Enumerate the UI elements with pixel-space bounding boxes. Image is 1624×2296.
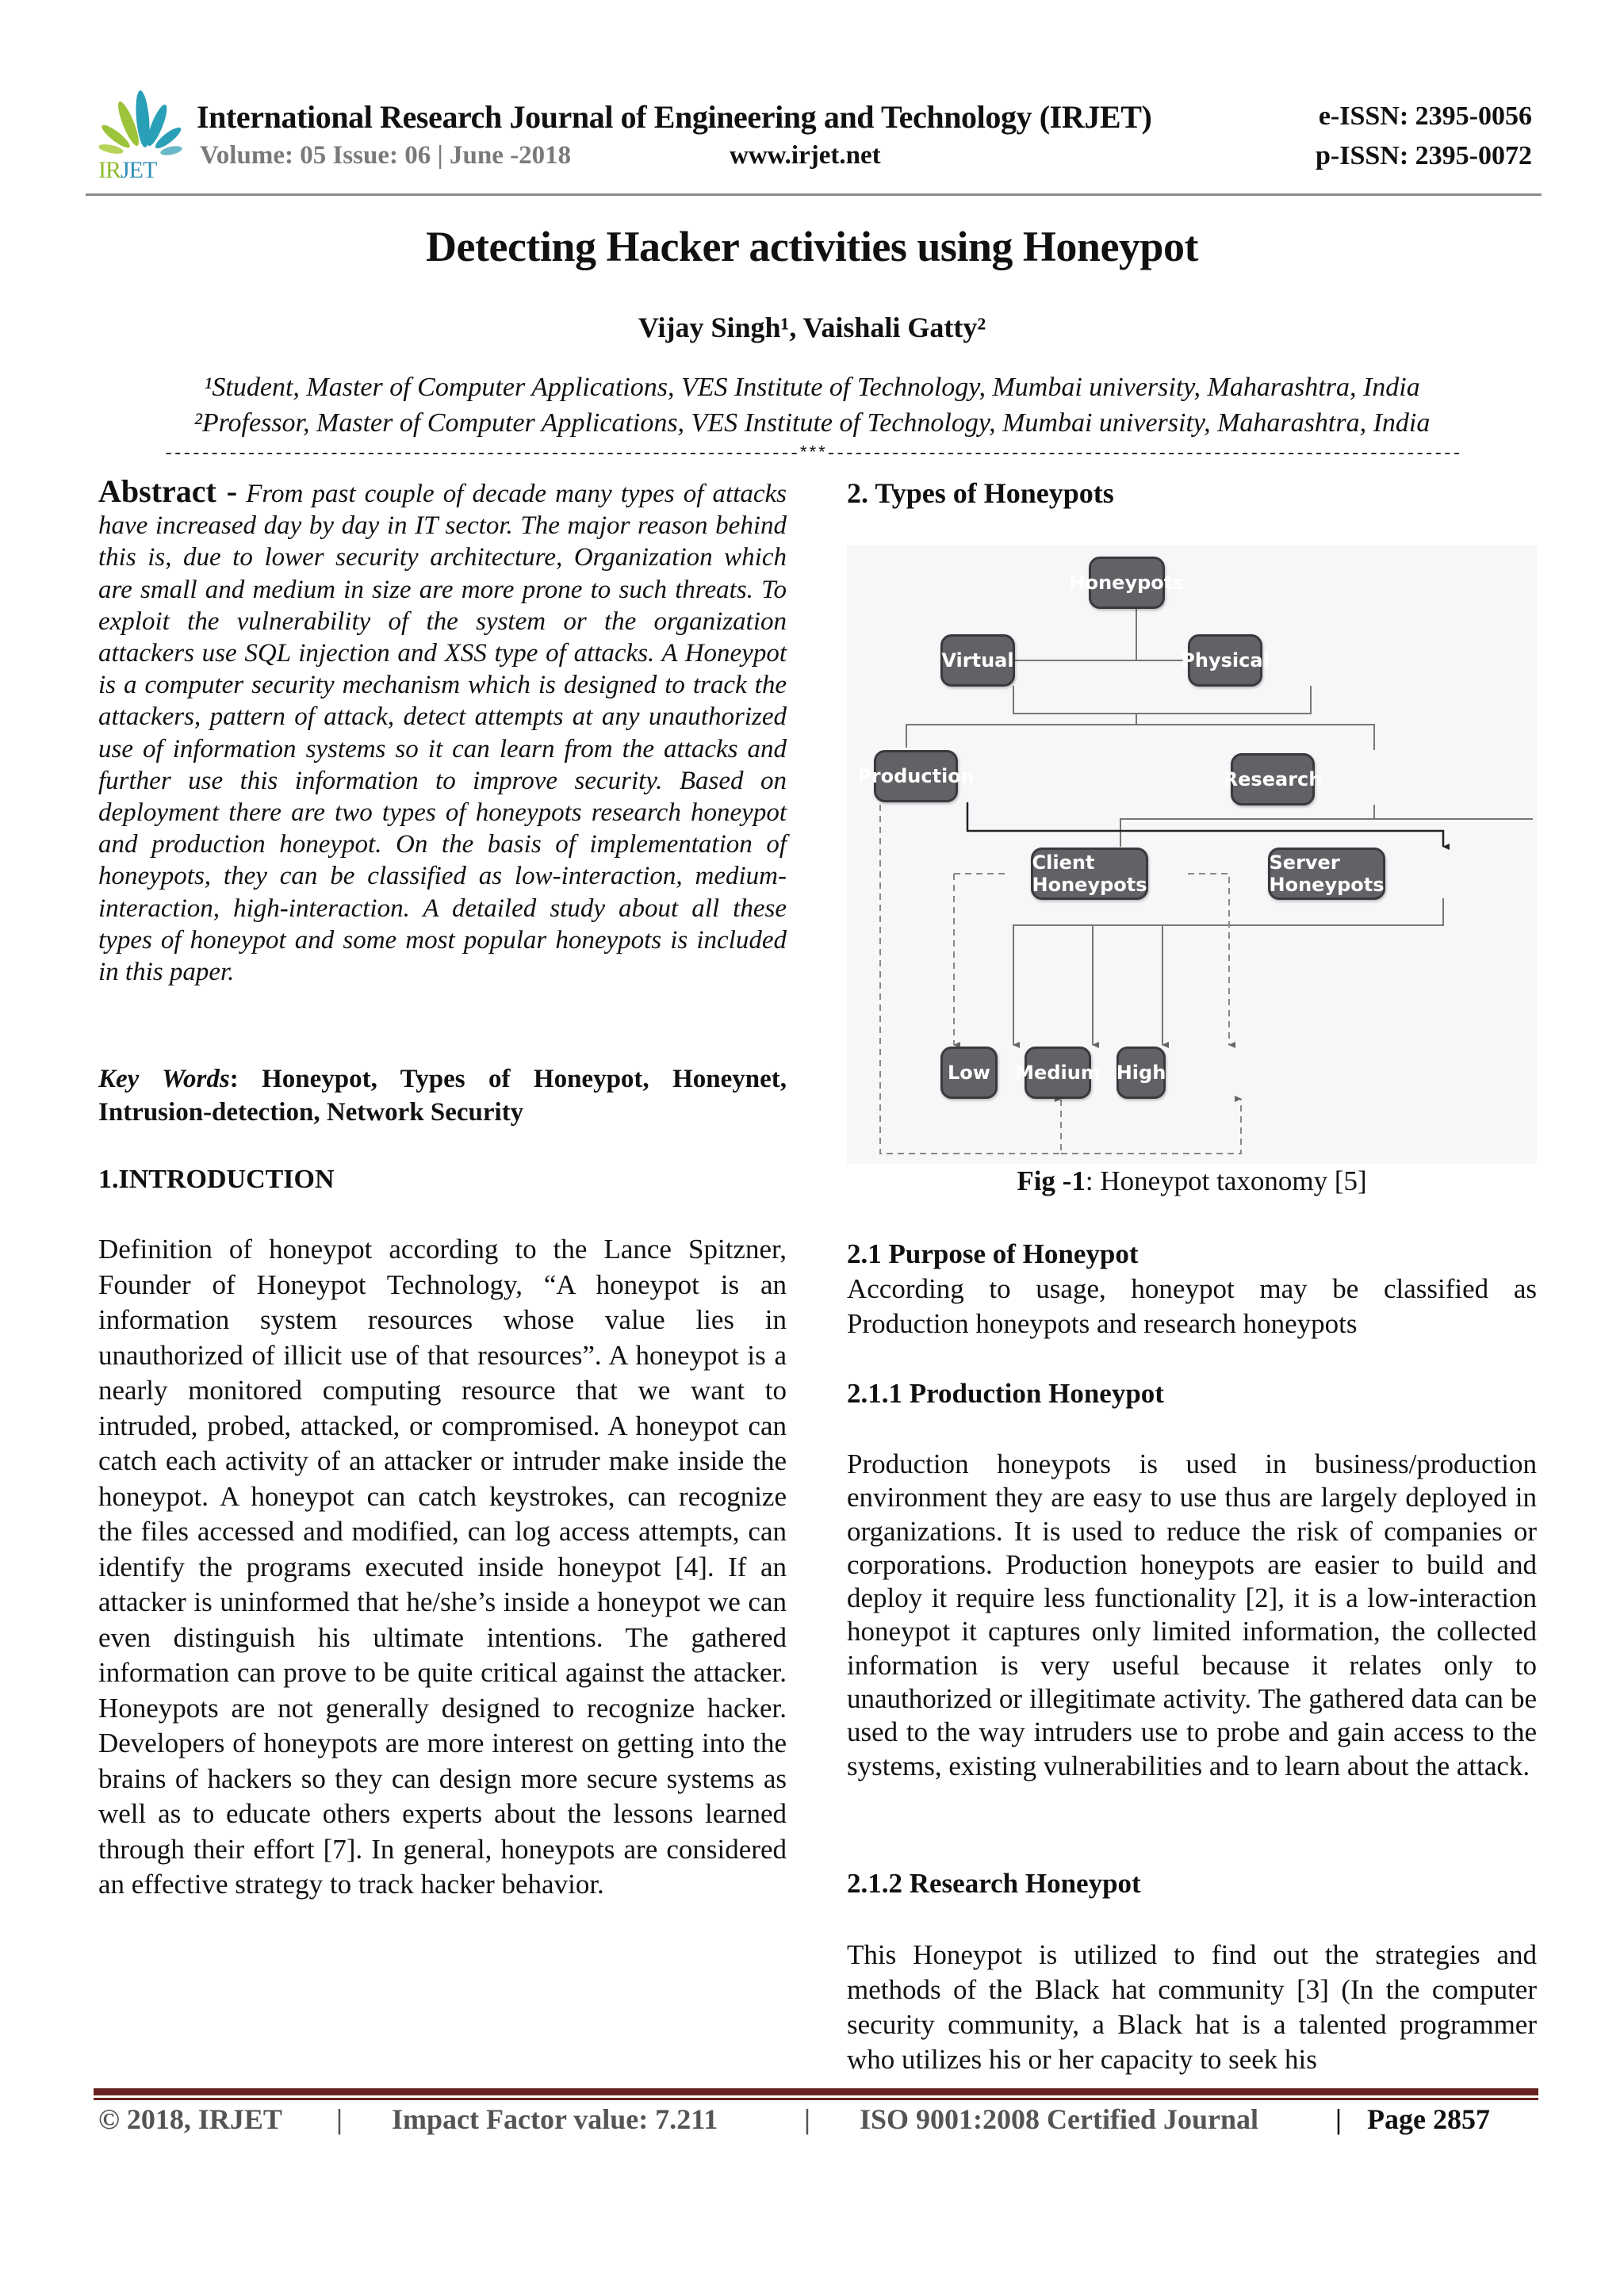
footer-rule-thin — [94, 2098, 1538, 2100]
header-rule — [86, 193, 1542, 196]
production-heading: 2.1.1 Production Honeypot — [847, 1378, 1164, 1409]
figure-caption-text: : Honeypot taxonomy [5] — [1085, 1165, 1367, 1196]
research-heading: 2.1.2 Research Honeypot — [847, 1868, 1141, 1899]
abstract — [98, 473, 787, 988]
production-text: Production honeypots is used in business/production environment they are easy to use thus are largely deployed in organizations. It is used to reduce the risk of companies or corporations. Production honeypots are easier to build and deploy it require less functionality [2], it is a low-interaction honeypot it captures only limited information, the collected information is very useful because it relates only to unauthorized or illegitimate activity. The gathered data can be used to the way intruders use to probe and gain access to the systems, existing vulnerabilities and to learn about the attack. — [847, 1448, 1537, 1781]
affiliation-1: ¹Student, Master of Computer Applications, VES Institute of Technology, Mumbai university, Maharashtra, India — [204, 373, 1420, 402]
types-heading: 2. Types of Honeypots — [847, 477, 1114, 509]
introduction-heading: 1.INTRODUCTION — [98, 1165, 335, 1194]
node-high: High — [1116, 1047, 1166, 1099]
p-issn: p-ISSN: 2395-0072 — [1316, 141, 1532, 170]
node-client-honeypots: Client Honeypots — [1031, 848, 1148, 900]
honeypot-taxonomy-figure — [847, 545, 1537, 1164]
keywords — [98, 1062, 787, 1129]
journal-title: International Research Journal of Engineering and Technology (IRJET) — [197, 99, 1152, 135]
node-production: Production — [874, 750, 958, 802]
volume-issue: Volume: 05 Issue: 06 | June -2018 — [200, 141, 572, 170]
node-physical: Physical — [1188, 634, 1262, 687]
introduction-text: Definition of honeypot according to the Lance Spitzner, Founder of Honeypot Technology, “A honeypot is an information system resources whose value lies in unauthorized of illicit use of that resources”. A honeypot is a nearly monitored computing resource that we want to intruded, probed, attacked, or compromised. A honeypot can catch each activity of an attacker or intruder make inside the honeypot. A honeypot can catch keystrokes, can recognize the files accessed and modified, can log access attempts, can identify the programs executed inside honeypot [4]. If an attacker is uninformed that he/she’s inside a honeypot we can even distinguish his ultimate intentions. The gathered information can prove to be quite critical against the attacker. Honeypots are not generally designed to recognize hacker. Developers of honeypots are more interest on getting into the brains of hackers so they can design more secure systems as well as to educate others experts about the lessons learned through their effort [7]. In general, honeypots are considered an effective strategy to track hacker behavior. — [98, 1234, 787, 1900]
abstract-label: Abstract - — [98, 473, 238, 509]
footer-separator: | — [1335, 2103, 1342, 2135]
logo-wordmark: IRJET — [98, 157, 157, 183]
research-text: This Honeypot is utilized to find out the strategies and methods of the Black hat community [3] (In the computer security community, a Black hat is a talented programmer who utilizes his or her capacity to seek his — [847, 1939, 1537, 2075]
footer-separator: | — [804, 2103, 810, 2135]
authors: Vijay Singh¹, Vaishali Gatty² — [638, 312, 986, 343]
purpose-heading: 2.1 Purpose of Honeypot — [847, 1238, 1139, 1269]
irjet-logo — [92, 89, 184, 184]
footer-impact-factor: Impact Factor value: 7.211 — [392, 2103, 718, 2135]
e-issn: e-ISSN: 2395-0056 — [1318, 101, 1532, 131]
node-honeypots: Honeypots — [1089, 557, 1165, 609]
node-medium: Medium — [1025, 1047, 1091, 1099]
footer-separator: | — [336, 2103, 343, 2135]
leaf-logo-icon — [92, 89, 184, 160]
keywords-label: Key Words — [98, 1065, 230, 1093]
node-low: Low — [940, 1047, 998, 1099]
paper-title: Detecting Hacker activities using Honeypot — [426, 223, 1198, 270]
section-divider: ---------------------------------------------------------------------***--------------------------------------------------------------------- — [163, 444, 1461, 464]
keywords-text: : Honeypot, Types of Honeypot, Honeynet, Intrusion-detection, Network Security — [98, 1065, 787, 1127]
affiliation-2: ²Professor, Master of Computer Applications, VES Institute of Technology, Mumbai university, Maharashtra, India — [193, 408, 1431, 438]
footer-iso: ISO 9001:2008 Certified Journal — [860, 2103, 1258, 2135]
purpose-text: According to usage, honeypot may be classified as Production honeypots and research honeypots — [847, 1273, 1537, 1339]
figure-caption — [847, 1165, 1537, 1197]
journal-website[interactable]: www.irjet.net — [730, 141, 881, 170]
figure-label: Fig -1 — [1017, 1165, 1086, 1196]
abstract-text: From past couple of decade many types of attacks have increased day by day in IT sector. The major reason behind this is, due to lower security architecture, Organization which are small and medium in size are more prone to such threats. To exploit the vulnerability of the system or the organization attackers use SQL injection and XSS type of attacks. A Honeypot is a computer security mechanism which is designed to track the attackers, pattern of attack, detect attempts at any unauthorized use of information systems so it can learn from the attacks and further use this information to improve security. Based on deployment there are two types of honeypots research honeypot and production honeypot. On the basis of implementation of honeypots, they can be classified as low-interaction, medium-interaction, high-interaction. A detailed study about all these types of honeypot and some most popular honeypots is included in this paper. — [98, 480, 787, 987]
footer-rule — [94, 2088, 1538, 2095]
footer-page-number: Page 2857 — [1367, 2103, 1490, 2135]
node-research: Research — [1231, 753, 1315, 806]
page-footer — [98, 2103, 1542, 2136]
node-server-honeypots: Server Honeypots — [1268, 848, 1385, 900]
footer-copyright: © 2018, IRJET — [98, 2103, 282, 2135]
node-virtual: Virtual — [940, 634, 1015, 687]
